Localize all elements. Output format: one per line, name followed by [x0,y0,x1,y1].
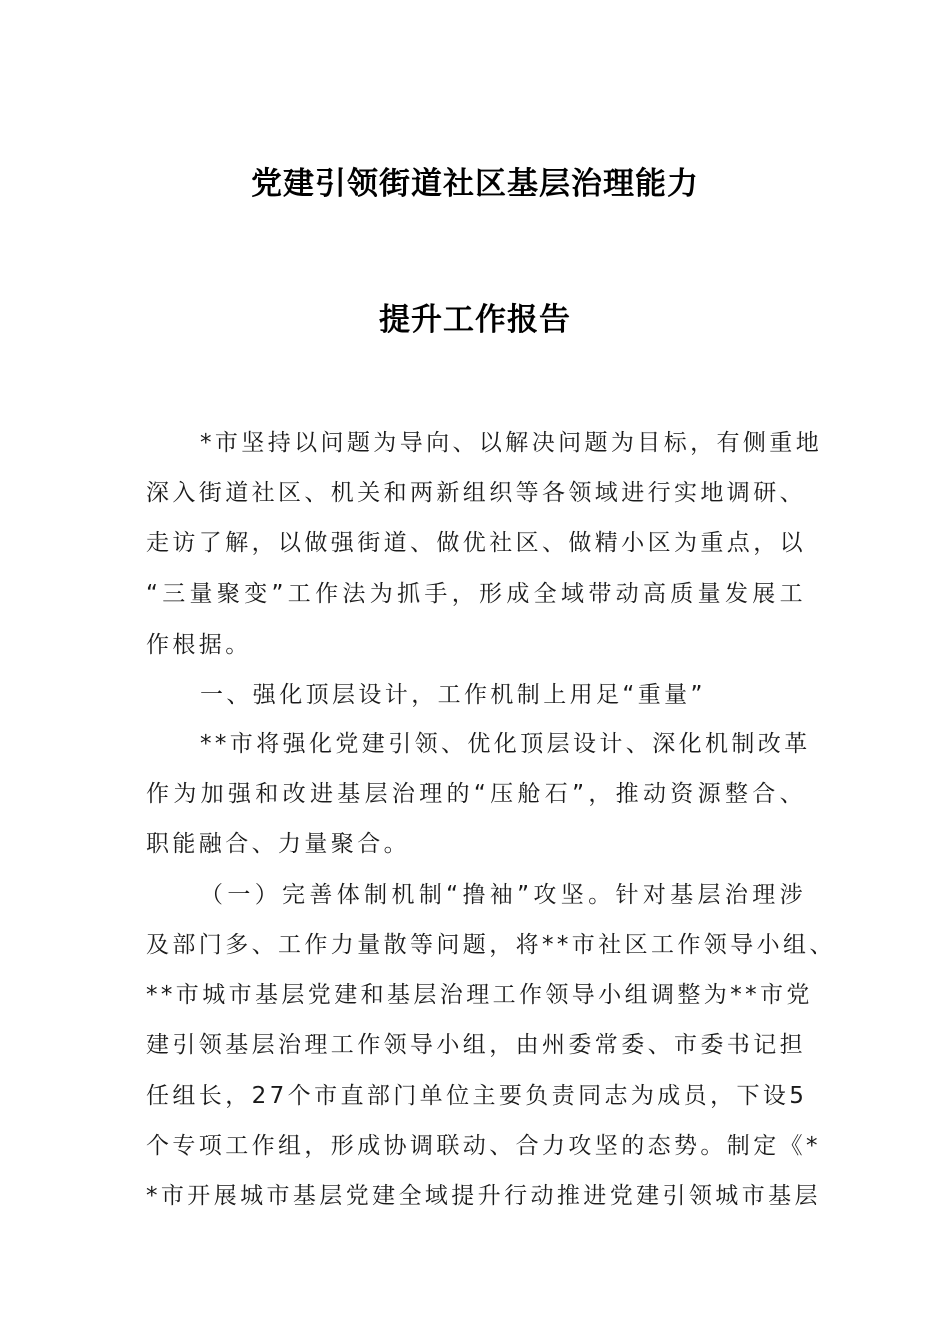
body-line: 一、强化顶层设计，工作机制上用足“重量” [200,682,706,708]
body-line: 深入街道社区、机关和两新组织等各领域进行实地调研、 [146,480,806,506]
body-line: 任组长，27个市直部门单位主要负责同志为成员，下设5 [146,1083,808,1109]
body-line: 作为加强和改进基层治理的“压舱石”，推动资源整合、 [146,781,806,807]
body-line: *市开展城市基层党建全域提升行动推进党建引领城市基层 [146,1183,821,1209]
body-line: **市城市基层党建和基层治理工作领导小组调整为**市党 [146,982,813,1008]
body-line: 及部门多、工作力量散等问题，将**市社区工作领导小组、 [146,932,836,958]
body-line: 职能融合、力量聚合。 [146,831,410,857]
body-line: 个专项工作组，形成协调联动、合力攻坚的态势。制定《* [146,1133,821,1159]
body-line: 作根据。 [146,632,252,658]
body-line: 建引领基层治理工作领导小组，由州委常委、市委书记担 [146,1032,806,1058]
document-title-line-2: 提升工作报告 [379,302,571,338]
body-line: “三量聚变”工作法为抓手，形成全域带动高质量发展工 [146,581,806,607]
document-title-line-1: 党建引领街道社区基层治理能力 [251,166,699,202]
body-line: *市坚持以问题为导向、以解决问题为目标，有侧重地 [200,430,823,456]
body-line: （一）完善体制机制“撸袖”攻坚。针对基层治理涉 [200,882,806,908]
body-line: **市将强化党建引领、优化顶层设计、深化机制改革 [200,731,811,757]
body-line: 走访了解，以做强街道、做优社区、做精小区为重点，以 [146,530,806,556]
